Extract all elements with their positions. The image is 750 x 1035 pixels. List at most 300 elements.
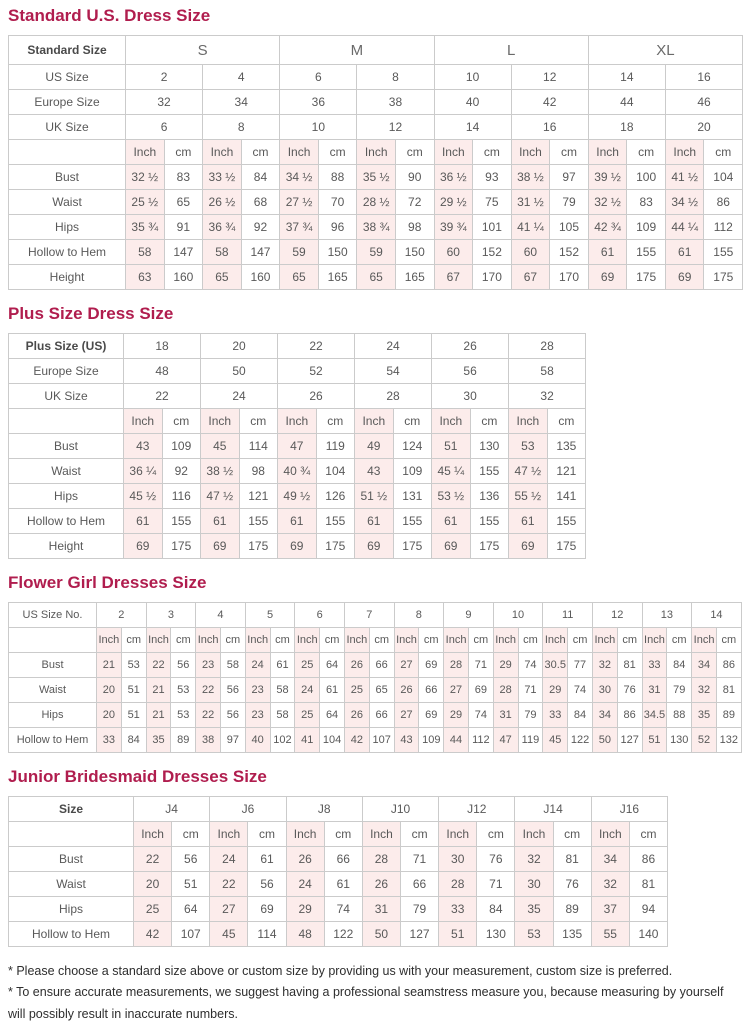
measure-cell: 49 ½ xyxy=(278,484,317,509)
row-label: Hollow to Hem xyxy=(9,240,126,265)
unit-inch-cell: Inch xyxy=(203,140,242,165)
measure-cell: 32 ½ xyxy=(588,190,627,215)
size-header-cell: 34 xyxy=(203,90,280,115)
measure-cell: 74 xyxy=(468,703,493,728)
measure-cell: 51 xyxy=(439,922,477,947)
size-header-cell: 5 xyxy=(245,603,295,628)
unit-inch-cell: Inch xyxy=(126,140,165,165)
size-header-cell: 26 xyxy=(278,384,355,409)
row-label: Waist xyxy=(9,678,97,703)
measure-cell: 38 ¾ xyxy=(357,215,396,240)
measure-cell: 21 xyxy=(97,653,122,678)
size-header-cell: 26 xyxy=(432,334,509,359)
size-header-cell: 58 xyxy=(509,359,586,384)
measure-cell: 69 xyxy=(419,653,444,678)
measure-cell: 155 xyxy=(162,509,201,534)
measure-cell: 56 xyxy=(220,678,245,703)
measure-cell: 88 xyxy=(318,165,357,190)
measure-cell: 79 xyxy=(400,897,438,922)
measure-cell: 175 xyxy=(316,534,355,559)
unit-inch-cell: Inch xyxy=(692,628,717,653)
size-header-cell: S xyxy=(126,36,280,65)
unit-inch-cell: Inch xyxy=(124,409,163,434)
measure-cell: 26 xyxy=(344,703,369,728)
unit-inch-cell: Inch xyxy=(97,628,122,653)
measure-cell: 170 xyxy=(473,265,512,290)
table-row xyxy=(9,678,742,703)
measure-cell: 155 xyxy=(470,509,509,534)
section-standard-us-dress-size xyxy=(8,6,742,290)
row-label: Standard Size xyxy=(9,36,126,65)
measure-cell: 114 xyxy=(239,434,278,459)
measure-cell: 67 xyxy=(434,265,473,290)
size-header-cell: 36 xyxy=(280,90,357,115)
measure-cell: 71 xyxy=(400,847,438,872)
measure-cell: 90 xyxy=(395,165,434,190)
unit-row-label xyxy=(9,409,124,434)
row-label: Hollow to Hem xyxy=(9,728,97,753)
measure-cell: 69 xyxy=(248,897,286,922)
measure-cell: 69 xyxy=(355,534,394,559)
measure-cell: 69 xyxy=(665,265,704,290)
row-label: Height xyxy=(9,265,126,290)
unit-cm-cell: cm xyxy=(550,140,589,165)
size-header-cell: 28 xyxy=(509,334,586,359)
unit-row-label xyxy=(9,822,134,847)
measure-cell: 29 xyxy=(286,897,324,922)
size-header-cell: 28 xyxy=(355,384,432,409)
measure-cell: 105 xyxy=(550,215,589,240)
measure-cell: 89 xyxy=(171,728,196,753)
measure-cell: 27 xyxy=(394,653,419,678)
measure-cell: 56 xyxy=(171,653,196,678)
unit-cm-cell: cm xyxy=(716,628,741,653)
measure-cell: 76 xyxy=(477,847,515,872)
measure-cell: 92 xyxy=(162,459,201,484)
measure-cell: 26 xyxy=(344,653,369,678)
size-header-cell: 14 xyxy=(588,65,665,90)
unit-cm-cell: cm xyxy=(419,628,444,653)
measure-cell: 79 xyxy=(667,678,692,703)
size-header-cell: J12 xyxy=(439,797,515,822)
size-header-cell: J16 xyxy=(591,797,667,822)
unit-cm-cell: cm xyxy=(316,409,355,434)
unit-cm-cell: cm xyxy=(121,628,146,653)
measure-cell: 155 xyxy=(704,240,743,265)
measure-cell: 21 xyxy=(146,703,171,728)
measure-cell: 58 xyxy=(270,703,295,728)
size-header-cell: 6 xyxy=(280,65,357,90)
row-label: US Size No. xyxy=(9,603,97,628)
measure-cell: 147 xyxy=(164,240,203,265)
measure-cell: 66 xyxy=(324,847,362,872)
measure-cell: 22 xyxy=(196,678,221,703)
measure-cell: 61 xyxy=(665,240,704,265)
measure-cell: 79 xyxy=(550,190,589,215)
measure-cell: 61 xyxy=(124,509,163,534)
unit-cm-cell: cm xyxy=(172,822,210,847)
table-row xyxy=(9,703,742,728)
size-header-cell: 13 xyxy=(642,603,692,628)
size-header-cell: 24 xyxy=(201,384,278,409)
size-header-cell: XL xyxy=(588,36,742,65)
unit-inch-cell: Inch xyxy=(432,409,471,434)
measure-cell: 35 xyxy=(146,728,171,753)
measure-cell: 41 xyxy=(295,728,320,753)
measure-cell: 53 xyxy=(509,434,548,459)
size-header-cell: 44 xyxy=(588,90,665,115)
measure-cell: 33 xyxy=(543,703,568,728)
measure-cell: 48 xyxy=(286,922,324,947)
measure-cell: 127 xyxy=(617,728,642,753)
measure-cell: 49 xyxy=(355,434,394,459)
unit-cm-cell: cm xyxy=(320,628,345,653)
size-header-cell: 18 xyxy=(124,334,201,359)
row-label: US Size xyxy=(9,65,126,90)
measure-cell: 74 xyxy=(324,897,362,922)
table-row xyxy=(9,459,586,484)
unit-cm-cell: cm xyxy=(369,628,394,653)
unit-inch-cell: Inch xyxy=(134,822,172,847)
measure-cell: 22 xyxy=(146,653,171,678)
size-header-cell: 6 xyxy=(295,603,345,628)
measure-cell: 101 xyxy=(473,215,512,240)
measure-cell: 83 xyxy=(164,165,203,190)
measure-cell: 35 ½ xyxy=(357,165,396,190)
table-row xyxy=(9,728,742,753)
measure-cell: 69 xyxy=(588,265,627,290)
measure-cell: 23 xyxy=(245,678,270,703)
measure-cell: 32 xyxy=(591,872,629,897)
table-row xyxy=(9,872,668,897)
measure-cell: 150 xyxy=(318,240,357,265)
section-flower-girl-size xyxy=(8,573,742,753)
measure-cell: 42 xyxy=(344,728,369,753)
measure-cell: 53 xyxy=(121,653,146,678)
size-header-cell: 8 xyxy=(357,65,434,90)
measure-cell: 28 xyxy=(444,653,469,678)
junior-bridesmaid-table-slot xyxy=(8,796,742,947)
size-header-cell: 14 xyxy=(692,603,742,628)
size-header-cell: 2 xyxy=(97,603,147,628)
size-header-cell: 20 xyxy=(665,115,742,140)
measure-cell: 76 xyxy=(553,872,591,897)
row-label: Bust xyxy=(9,165,126,190)
table-row xyxy=(9,240,743,265)
unit-inch-cell: Inch xyxy=(201,409,240,434)
unit-cm-cell: cm xyxy=(324,822,362,847)
measure-cell: 141 xyxy=(547,484,586,509)
measure-cell: 61 xyxy=(201,509,240,534)
measure-cell: 25 xyxy=(134,897,172,922)
measure-cell: 122 xyxy=(324,922,362,947)
unit-cm-cell: cm xyxy=(568,628,593,653)
row-label: Waist xyxy=(9,190,126,215)
table-row xyxy=(9,484,586,509)
unit-inch-cell: Inch xyxy=(146,628,171,653)
measure-cell: 155 xyxy=(470,459,509,484)
measure-cell: 40 xyxy=(245,728,270,753)
measure-cell: 36 ¾ xyxy=(203,215,242,240)
measure-cell: 69 xyxy=(278,534,317,559)
measure-cell: 98 xyxy=(239,459,278,484)
measure-cell: 38 ½ xyxy=(511,165,550,190)
size-header-cell: 38 xyxy=(357,90,434,115)
unit-cm-cell: cm xyxy=(470,409,509,434)
size-header-cell: L xyxy=(434,36,588,65)
size-header-cell: 30 xyxy=(432,384,509,409)
measure-cell: 52 xyxy=(692,728,717,753)
measure-cell: 42 xyxy=(134,922,172,947)
measure-cell: 97 xyxy=(220,728,245,753)
measure-cell: 61 xyxy=(248,847,286,872)
size-header-cell: 24 xyxy=(355,334,432,359)
measure-cell: 97 xyxy=(550,165,589,190)
measure-cell: 59 xyxy=(357,240,396,265)
measure-cell: 51 xyxy=(432,434,471,459)
measure-cell: 89 xyxy=(553,897,591,922)
measure-cell: 69 xyxy=(509,534,548,559)
section-junior-bridesmaid-size xyxy=(8,767,742,947)
measure-cell: 65 xyxy=(369,678,394,703)
measure-cell: 28 xyxy=(439,872,477,897)
measure-cell: 32 ½ xyxy=(126,165,165,190)
measure-cell: 26 xyxy=(362,872,400,897)
measure-cell: 81 xyxy=(553,847,591,872)
measure-cell: 61 xyxy=(320,678,345,703)
unit-inch-cell: Inch xyxy=(591,822,629,847)
measure-cell: 28 xyxy=(362,847,400,872)
measure-cell: 98 xyxy=(395,215,434,240)
size-header-cell: 10 xyxy=(280,115,357,140)
measure-cell: 93 xyxy=(473,165,512,190)
unit-inch-cell: Inch xyxy=(394,628,419,653)
unit-cm-cell: cm xyxy=(553,822,591,847)
measure-cell: 58 xyxy=(203,240,242,265)
measure-cell: 104 xyxy=(320,728,345,753)
measure-cell: 75 xyxy=(473,190,512,215)
size-header-cell: 4 xyxy=(203,65,280,90)
measure-cell: 55 xyxy=(591,922,629,947)
measure-cell: 58 xyxy=(270,678,295,703)
measure-cell: 64 xyxy=(320,653,345,678)
unit-inch-cell: Inch xyxy=(515,822,553,847)
measure-cell: 25 ½ xyxy=(126,190,165,215)
measure-cell: 28 xyxy=(493,678,518,703)
measure-cell: 84 xyxy=(667,653,692,678)
size-header-cell: 50 xyxy=(201,359,278,384)
measure-cell: 26 xyxy=(394,678,419,703)
measure-cell: 160 xyxy=(164,265,203,290)
size-header-cell: J4 xyxy=(134,797,210,822)
table-row xyxy=(9,434,586,459)
measure-cell: 61 xyxy=(432,509,471,534)
plus-size-table-slot xyxy=(8,333,742,559)
measure-cell: 47 ½ xyxy=(509,459,548,484)
measure-cell: 155 xyxy=(627,240,666,265)
size-table xyxy=(8,602,742,753)
measure-cell: 37 xyxy=(591,897,629,922)
measure-cell: 60 xyxy=(434,240,473,265)
row-label: Bust xyxy=(9,847,134,872)
measure-cell: 31 ½ xyxy=(511,190,550,215)
measure-cell: 51 xyxy=(642,728,667,753)
unit-cm-cell: cm xyxy=(239,409,278,434)
measure-cell: 122 xyxy=(568,728,593,753)
measure-cell: 25 xyxy=(295,653,320,678)
measure-cell: 83 xyxy=(627,190,666,215)
measure-cell: 25 xyxy=(295,703,320,728)
measure-cell: 30 xyxy=(439,847,477,872)
footnotes xyxy=(8,961,742,1025)
measure-cell: 107 xyxy=(369,728,394,753)
measure-cell: 165 xyxy=(395,265,434,290)
measure-cell: 126 xyxy=(316,484,355,509)
measure-cell: 59 xyxy=(280,240,319,265)
unit-inch-cell: Inch xyxy=(344,628,369,653)
measure-cell: 24 xyxy=(295,678,320,703)
measure-cell: 36 ¼ xyxy=(124,459,163,484)
measure-cell: 68 xyxy=(241,190,280,215)
measure-cell: 61 xyxy=(588,240,627,265)
measure-cell: 72 xyxy=(395,190,434,215)
measure-cell: 33 xyxy=(97,728,122,753)
measure-cell: 88 xyxy=(667,703,692,728)
measure-cell: 53 xyxy=(171,703,196,728)
size-header-cell: 12 xyxy=(592,603,642,628)
measure-cell: 112 xyxy=(468,728,493,753)
measure-cell: 51 xyxy=(121,703,146,728)
row-label: Hips xyxy=(9,703,97,728)
unit-cm-cell: cm xyxy=(395,140,434,165)
row-label: Europe Size xyxy=(9,90,126,115)
measure-cell: 45 ¼ xyxy=(432,459,471,484)
size-header-cell: 6 xyxy=(126,115,203,140)
unit-cm-cell: cm xyxy=(162,409,201,434)
measure-cell: 64 xyxy=(172,897,210,922)
measure-cell: 65 xyxy=(357,265,396,290)
size-header-cell: 9 xyxy=(444,603,494,628)
unit-cm-cell: cm xyxy=(667,628,692,653)
measure-cell: 44 ¼ xyxy=(665,215,704,240)
measure-cell: 47 xyxy=(278,434,317,459)
measure-cell: 36 ½ xyxy=(434,165,473,190)
unit-cm-cell: cm xyxy=(248,822,286,847)
measure-cell: 66 xyxy=(369,703,394,728)
unit-inch-cell: Inch xyxy=(278,409,317,434)
measure-cell: 30 xyxy=(592,678,617,703)
measure-cell: 30.5 xyxy=(543,653,568,678)
measure-cell: 45 xyxy=(210,922,248,947)
table-row xyxy=(9,165,743,190)
measure-cell: 20 xyxy=(134,872,172,897)
measure-cell: 27 ½ xyxy=(280,190,319,215)
measure-cell: 38 ½ xyxy=(201,459,240,484)
measure-cell: 20 xyxy=(97,678,122,703)
measure-cell: 175 xyxy=(239,534,278,559)
measure-cell: 81 xyxy=(617,653,642,678)
measure-cell: 56 xyxy=(248,872,286,897)
unit-inch-cell: Inch xyxy=(355,409,394,434)
measure-cell: 34 xyxy=(692,653,717,678)
measure-cell: 91 xyxy=(164,215,203,240)
unit-cm-cell: cm xyxy=(468,628,493,653)
measure-cell: 50 xyxy=(362,922,400,947)
measure-cell: 61 xyxy=(270,653,295,678)
measure-cell: 43 xyxy=(355,459,394,484)
measure-cell: 132 xyxy=(716,728,741,753)
measure-cell: 121 xyxy=(547,459,586,484)
measure-cell: 109 xyxy=(419,728,444,753)
measure-cell: 96 xyxy=(318,215,357,240)
measure-cell: 34.5 xyxy=(642,703,667,728)
unit-inch-cell: Inch xyxy=(362,822,400,847)
measure-cell: 29 xyxy=(543,678,568,703)
row-label: Waist xyxy=(9,459,124,484)
measure-cell: 67 xyxy=(511,265,550,290)
size-table xyxy=(8,333,586,559)
unit-inch-cell: Inch xyxy=(439,822,477,847)
measure-cell: 47 ½ xyxy=(201,484,240,509)
measure-cell: 77 xyxy=(568,653,593,678)
size-header-cell: M xyxy=(280,36,434,65)
size-header-cell: 12 xyxy=(511,65,588,90)
measure-cell: 23 xyxy=(245,703,270,728)
size-header-cell: 52 xyxy=(278,359,355,384)
measure-cell: 109 xyxy=(627,215,666,240)
size-header-cell: J8 xyxy=(286,797,362,822)
measure-cell: 170 xyxy=(550,265,589,290)
measure-cell: 140 xyxy=(629,922,667,947)
measure-cell: 61 xyxy=(355,509,394,534)
row-label: UK Size xyxy=(9,384,124,409)
measure-cell: 81 xyxy=(716,678,741,703)
measure-cell: 160 xyxy=(241,265,280,290)
measure-cell: 61 xyxy=(324,872,362,897)
measure-cell: 61 xyxy=(278,509,317,534)
measure-cell: 37 ¾ xyxy=(280,215,319,240)
row-label: Bust xyxy=(9,653,97,678)
measure-cell: 109 xyxy=(162,434,201,459)
measure-cell: 119 xyxy=(316,434,355,459)
measure-cell: 65 xyxy=(280,265,319,290)
measure-cell: 29 xyxy=(444,703,469,728)
unit-cm-cell: cm xyxy=(400,822,438,847)
unit-inch-cell: Inch xyxy=(642,628,667,653)
measure-cell: 61 xyxy=(509,509,548,534)
size-header-cell: 16 xyxy=(511,115,588,140)
table-row xyxy=(9,534,586,559)
size-table xyxy=(8,35,743,290)
measure-cell: 51 xyxy=(172,872,210,897)
measure-cell: 43 xyxy=(124,434,163,459)
unit-cm-cell: cm xyxy=(629,822,667,847)
measure-cell: 69 xyxy=(419,703,444,728)
measure-cell: 40 ¾ xyxy=(278,459,317,484)
size-header-cell: 42 xyxy=(511,90,588,115)
measure-cell: 33 ½ xyxy=(203,165,242,190)
measure-cell: 35 xyxy=(692,703,717,728)
size-header-cell: 7 xyxy=(344,603,394,628)
measure-cell: 94 xyxy=(629,897,667,922)
size-header-cell: 2 xyxy=(126,65,203,90)
size-header-cell: 22 xyxy=(124,384,201,409)
row-label: Hollow to Hem xyxy=(9,509,124,534)
measure-cell: 175 xyxy=(393,534,432,559)
measure-cell: 121 xyxy=(239,484,278,509)
unit-row-label xyxy=(9,140,126,165)
measure-cell: 56 xyxy=(172,847,210,872)
